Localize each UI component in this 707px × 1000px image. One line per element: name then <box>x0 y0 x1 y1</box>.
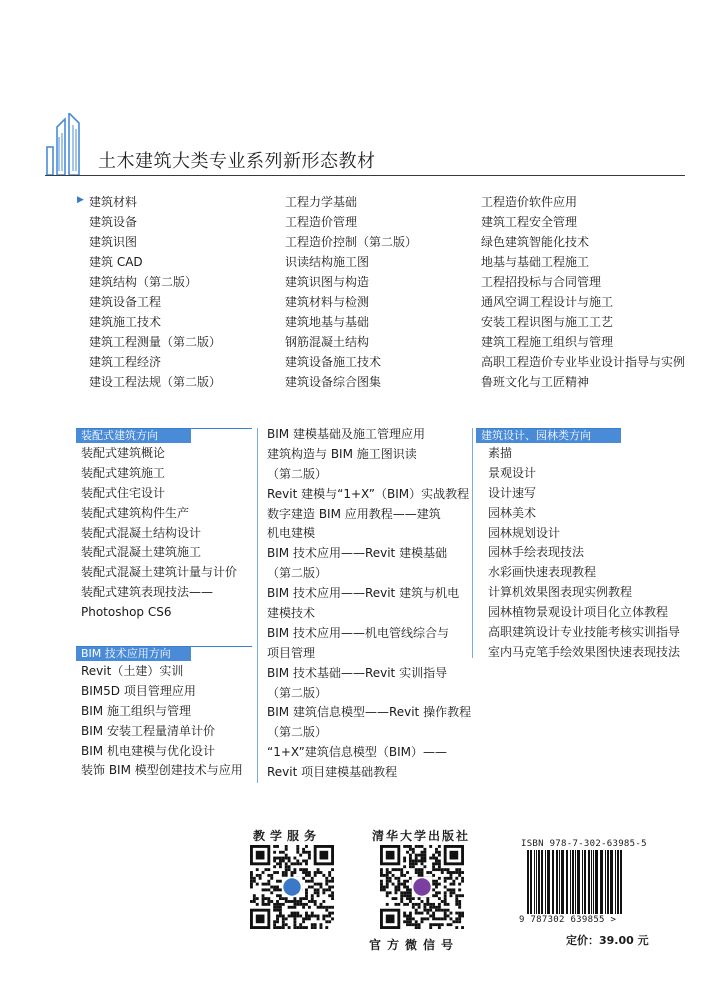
list-item: 建筑材料与检测 <box>285 295 370 309</box>
list-item: 建筑 CAD <box>89 255 143 269</box>
teaching-service-label: 教学服务 <box>253 829 322 843</box>
list-item: 高职工程造价专业毕业设计指导与实例 <box>481 355 686 369</box>
list-item: 地基与基础工程施工 <box>481 255 590 269</box>
list-item: 绿色建筑智能化技术 <box>481 235 590 249</box>
list-item: 建筑工程经济 <box>89 355 162 369</box>
list-item: BIM 建筑信息模型——Revit 操作教程 <box>267 705 472 720</box>
isbn-digits: 9 787302 639855 > <box>519 915 617 925</box>
list-item: 项目管理 <box>267 645 316 660</box>
list-item: 工程造价软件应用 <box>481 195 578 209</box>
column-divider <box>257 428 258 783</box>
column-divider <box>472 428 473 658</box>
list-item: 装配式建筑构件生产 <box>81 505 190 520</box>
list-item: 建模技术 <box>267 606 316 621</box>
top-list-column-2 <box>285 192 417 392</box>
list-item: BIM 建模基础及施工管理应用 <box>267 427 425 441</box>
list-item: 建筑识图 <box>89 235 138 249</box>
list-item: 计算机效果图表现实例教程 <box>488 585 633 600</box>
list-item: （第二版） <box>267 566 328 581</box>
section-title-bim: BIM 技术应用方向 <box>76 647 191 661</box>
list-item: 园林规划设计 <box>488 525 561 540</box>
list-item: （第二版） <box>267 466 328 481</box>
list-item: 园林美术 <box>488 505 537 520</box>
list-item: 建筑结构（第二版） <box>89 275 198 289</box>
list-item: 素描 <box>488 446 513 460</box>
list-item: 装配式混凝土建筑施工 <box>81 545 202 560</box>
list-item: “1+X”建筑信息模型（BIM）—— <box>267 745 447 760</box>
series-title: 土木建筑大类专业系列新形态教材 <box>98 151 376 172</box>
list-item: Revit 项目建模基础教程 <box>267 765 398 780</box>
section-header-design <box>476 428 621 444</box>
list-item: 水彩画快速表现教程 <box>488 565 597 580</box>
list-item: 通风空调工程设计与施工 <box>481 295 614 309</box>
teaching-service-qr-code-icon <box>250 845 334 929</box>
list-item: 建筑工程测量（第二版） <box>89 335 222 349</box>
list-item: 识读结构施工图 <box>285 255 370 269</box>
list-item: 鲁班文化与工匠精神 <box>481 375 590 389</box>
list-item: 建筑构造与 BIM 施工图识读 <box>267 446 417 461</box>
series-logo-icon <box>45 113 89 177</box>
wechat-account-label: 官方微信号 <box>369 938 460 952</box>
list-item: 建筑设备施工技术 <box>285 355 382 369</box>
design-book-list <box>488 444 680 663</box>
top-list-column-3 <box>481 192 685 392</box>
section-title-design: 建筑设计、园林类方向 <box>476 429 621 443</box>
list-item: 建筑设备 <box>89 215 138 229</box>
list-item: 景观设计 <box>488 465 537 480</box>
list-item: Photoshop CS6 <box>81 605 172 620</box>
list-item: 建筑施工技术 <box>89 315 162 329</box>
list-item: 数字建造 BIM 应用教程——建筑 <box>267 506 441 521</box>
list-item: 室内马克笔手绘效果图快速表现技法 <box>488 644 681 659</box>
list-item: 建筑地基与基础 <box>285 315 370 329</box>
list-item: （第二版） <box>267 685 328 700</box>
list-item: 建设工程法规（第二版） <box>89 375 222 389</box>
isbn-barcode-icon <box>525 850 625 914</box>
list-item: 装饰 BIM 模型创建技术与应用 <box>81 763 243 778</box>
isbn-text: ISBN 978-7-302-63985-5 <box>521 839 647 849</box>
list-item: 钢筋混凝土结构 <box>285 335 370 349</box>
list-item: 建筑识图与构造 <box>285 275 370 289</box>
list-item: 工程力学基础 <box>285 195 358 209</box>
list-item: 高职建筑设计专业技能考核实训指导 <box>488 625 681 640</box>
bim-app-book-list <box>81 662 243 781</box>
pointer-arrow-icon: ▶ <box>77 195 84 205</box>
list-item: 设计速写 <box>488 485 537 500</box>
section-header-bim <box>76 646 252 662</box>
header-divider <box>45 175 685 176</box>
price-label: 定价：39.00 元 <box>566 934 649 947</box>
list-item: BIM5D 项目管理应用 <box>81 683 196 698</box>
list-item: （第二版） <box>267 725 328 740</box>
list-item: 建筑工程安全管理 <box>481 215 578 229</box>
list-item: Revit（土建）实训 <box>81 664 184 678</box>
list-item: BIM 技术应用——Revit 建模基础 <box>267 546 448 561</box>
list-item: Revit 建模与“1+X”（BIM）实战教程 <box>267 486 470 501</box>
list-item: 建筑设备综合图集 <box>285 375 382 389</box>
list-item: 机电建模 <box>267 526 316 541</box>
list-item: 工程造价控制（第二版） <box>285 235 418 249</box>
list-item: 装配式混凝土结构设计 <box>81 525 202 540</box>
list-item: 工程招投标与合同管理 <box>481 275 602 289</box>
list-item: 装配式混凝土建筑计量与计价 <box>81 565 238 580</box>
list-item: BIM 技术基础——Revit 实训指导 <box>267 665 448 680</box>
list-item: 装配式建筑表现技法—— <box>81 585 214 600</box>
bim-book-list <box>267 425 471 783</box>
list-item: BIM 施工组织与管理 <box>81 703 191 718</box>
list-item: 建筑工程施工组织与管理 <box>481 335 614 349</box>
section-title-prefab: 装配式建筑方向 <box>76 429 191 443</box>
top-list-column-1 <box>89 192 221 392</box>
list-item: BIM 机电建模与优化设计 <box>81 743 215 758</box>
list-item: BIM 技术应用——机电管线综合与 <box>267 625 449 640</box>
prefab-book-list <box>81 444 237 623</box>
list-item: 工程造价管理 <box>285 215 358 229</box>
list-item: 装配式住宅设计 <box>81 485 166 500</box>
list-item: 装配式建筑概论 <box>81 446 166 460</box>
list-item: BIM 安装工程量清单计价 <box>81 723 215 738</box>
list-item: BIM 技术应用——Revit 建筑与机电 <box>267 586 460 601</box>
list-item: 建筑设备工程 <box>89 295 162 309</box>
wechat-qr-code-icon <box>380 845 464 929</box>
list-item: 安装工程识图与施工工艺 <box>481 315 614 329</box>
list-item: 建筑材料 <box>89 195 138 209</box>
list-item: 园林植物景观设计项目化立体教程 <box>488 605 669 620</box>
publisher-label: 清华大学出版社 <box>372 829 471 843</box>
list-item: 园林手绘表现技法 <box>488 545 585 560</box>
section-header-prefab <box>76 428 252 444</box>
list-item: 装配式建筑施工 <box>81 465 166 480</box>
